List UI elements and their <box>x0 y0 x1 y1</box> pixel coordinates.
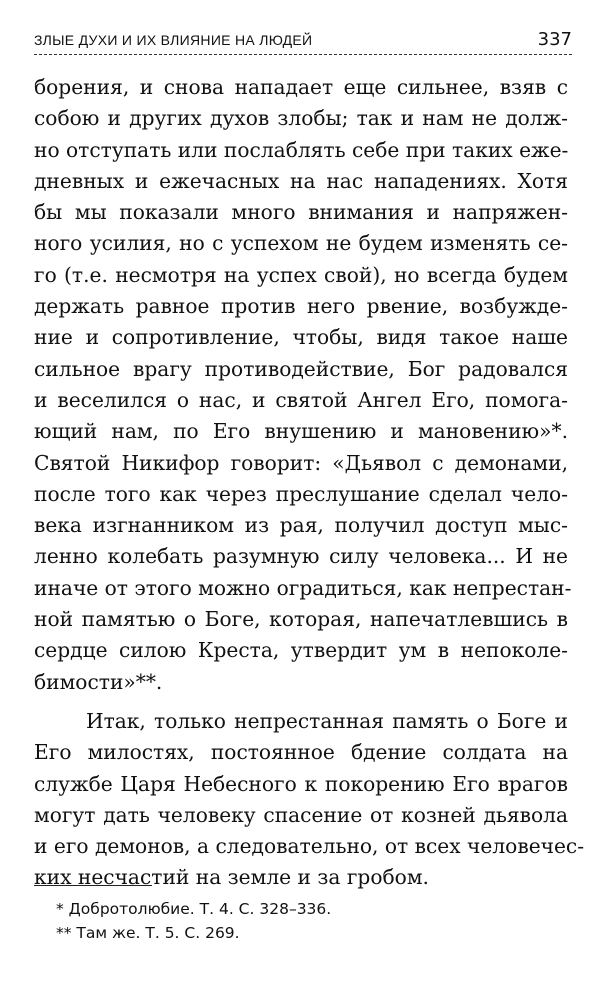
text-line: Его милостях, постоянное бдение солдата на <box>34 740 568 765</box>
text-line: могут дать человеку спасение от козней дьявола <box>34 802 568 827</box>
footnote-separator <box>34 885 152 886</box>
body-text <box>34 72 585 894</box>
text-line: и веселился о нас, и святой Ангел Его, помога- <box>34 387 568 412</box>
text-line: собою и других духов злобы; так и нам не долж- <box>34 106 568 131</box>
text-line: борения, и снова нападает еще сильнее, взяв с <box>34 75 568 99</box>
footnotes <box>56 897 331 945</box>
paragraph <box>34 706 585 894</box>
text-line: и его демонов, а следовательно, от всех человечес- <box>34 834 585 859</box>
text-line: бы мы показали много внимания и напряжен- <box>34 200 568 225</box>
text-line: Итак, только непрестанная память о Боге и <box>86 708 568 733</box>
paragraph-gap <box>34 698 568 706</box>
text-line: но отступать или послаблять себе при таких еже- <box>34 137 569 162</box>
text-line: бимости»**. <box>34 669 163 694</box>
text-line: века изгнанником из рая, получил доступ мыс- <box>34 513 568 538</box>
paragraph <box>34 72 572 698</box>
text-line: дневных и ежечасных на нас нападениях. Хотя <box>34 168 568 193</box>
text-line: иначе от этого можно оградиться, как непрестан- <box>34 575 572 600</box>
text-line: ющий нам, по Его внушению и мановению»*. <box>34 419 568 444</box>
running-head: ЗЛЫЕ ДУХИ И ИХ ВЛИЯНИЕ НА ЛЮДЕЙ <box>34 32 313 48</box>
text-line: службе Царя Небесного к покорению Его врагов <box>34 771 568 796</box>
text-line: ной памятью о Боге, которая, напечатлевшись в <box>34 607 568 632</box>
text-line: после того как через преслушание сделал чело- <box>34 481 568 506</box>
text-line: ленно колебать разумную силу человека... И не <box>34 544 568 569</box>
text-line: сердце силою Креста, утвердит ум в непоколе- <box>34 638 568 663</box>
footnote: * Добротолюбие. Т. 4. С. 328–336. <box>56 900 332 918</box>
text-line: го (т.е. несмотря на успех свой), но всегда будем <box>34 262 568 287</box>
text-line: ние и сопротивление, чтобы, видя такое наше <box>34 325 568 350</box>
page-header <box>34 30 572 55</box>
text-line: ного усилия, но с успехом не будем изменять се- <box>34 231 568 256</box>
text-line: Святой Никифор говорит: «Дьявол с демонами, <box>34 450 568 475</box>
footnote: ** Там же. Т. 5. С. 269. <box>56 924 240 942</box>
text-line: держать равное против него рвение, возбужде- <box>34 294 568 319</box>
page-number: 337 <box>537 29 572 50</box>
text-line: сильное врагу противодействие, Бог радовался <box>34 356 568 381</box>
text-line: ких несчастий на земле и за гробом. <box>34 865 429 890</box>
